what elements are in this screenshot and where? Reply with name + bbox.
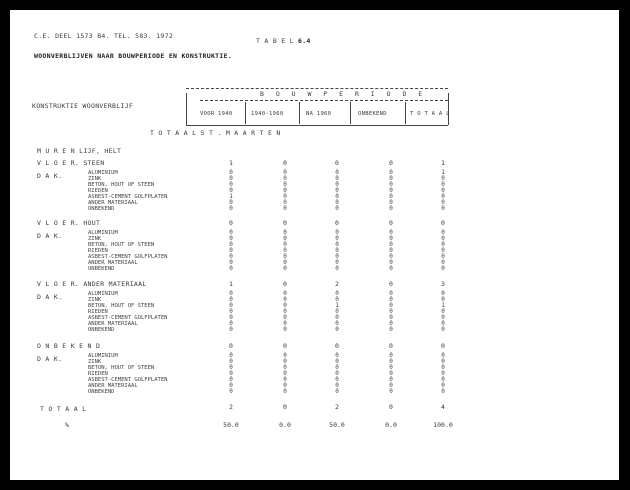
group-label: V L O E R. HOUT bbox=[37, 219, 101, 227]
roof-type-value: 0 bbox=[335, 370, 339, 377]
roof-type-value: 0 bbox=[229, 205, 233, 212]
roof-type-value: 0 bbox=[283, 320, 287, 327]
roof-type-value: 0 bbox=[335, 235, 339, 242]
roof-type-value: 0 bbox=[441, 235, 445, 242]
roof-type-value: 0 bbox=[229, 376, 233, 383]
roof-type-value: 0 bbox=[229, 290, 233, 297]
percent-value: 50.0 bbox=[329, 421, 345, 429]
header-rule-top bbox=[186, 88, 448, 89]
roof-type-value: 0 bbox=[335, 259, 339, 266]
document-page bbox=[10, 10, 619, 480]
group-value: 1 bbox=[229, 159, 233, 167]
roof-type-value: 0 bbox=[389, 364, 393, 371]
roof-type-value: 0 bbox=[283, 376, 287, 383]
roof-type-value: 0 bbox=[335, 253, 339, 260]
roof-type-value: 0 bbox=[389, 235, 393, 242]
roof-type-value: 0 bbox=[441, 320, 445, 327]
roof-type-value: 0 bbox=[441, 253, 445, 260]
column-divider bbox=[448, 93, 449, 125]
roof-type-value: 0 bbox=[229, 302, 233, 309]
totaal-value: 0 bbox=[389, 403, 393, 411]
roof-type-value: 0 bbox=[283, 370, 287, 377]
roof-type-value: 0 bbox=[283, 259, 287, 266]
roof-type-value: 0 bbox=[229, 181, 233, 188]
roof-type-value: 0 bbox=[389, 253, 393, 260]
tabel-label: T A B E L bbox=[256, 37, 294, 45]
roof-type-value: 0 bbox=[335, 181, 339, 188]
roof-type-value: 0 bbox=[335, 352, 339, 359]
roof-type-value: 0 bbox=[335, 326, 339, 333]
group-value: 0 bbox=[229, 219, 233, 227]
roof-type-value: 0 bbox=[283, 199, 287, 206]
column-divider bbox=[186, 93, 187, 125]
roof-type-value: 0 bbox=[229, 296, 233, 303]
group-value: 0 bbox=[389, 159, 393, 167]
roof-type-value: 0 bbox=[389, 193, 393, 200]
roof-type-value: 0 bbox=[335, 265, 339, 272]
roof-type-value: 0 bbox=[283, 296, 287, 303]
roof-type-label: ANDER MATERIAAL bbox=[88, 321, 138, 327]
roof-type-value: 0 bbox=[283, 181, 287, 188]
roof-type-value: 0 bbox=[283, 308, 287, 315]
roof-type-value: 0 bbox=[389, 259, 393, 266]
group-value: 0 bbox=[283, 219, 287, 227]
group-label: O N B E K E N D bbox=[37, 342, 101, 350]
totaal-value: 4 bbox=[441, 403, 445, 411]
group-value: 0 bbox=[441, 342, 445, 350]
roof-type-value: 0 bbox=[389, 187, 393, 194]
roof-type-value: 0 bbox=[441, 370, 445, 377]
roof-type-label: ONBEKEND bbox=[88, 327, 115, 333]
roof-type-value: 0 bbox=[335, 199, 339, 206]
roof-type-value: 0 bbox=[389, 290, 393, 297]
roof-type-value: 0 bbox=[229, 169, 233, 176]
roof-type-label: BETON, HOUT OF STEEN bbox=[88, 365, 155, 371]
roof-type-value: 0 bbox=[441, 205, 445, 212]
column-divider bbox=[245, 102, 246, 124]
group-value: 0 bbox=[335, 159, 339, 167]
roof-type-label: ANDER MATERIAAL bbox=[88, 383, 138, 389]
roof-type-value: 0 bbox=[441, 364, 445, 371]
roof-type-value: 0 bbox=[389, 265, 393, 272]
roof-type-value: 0 bbox=[229, 320, 233, 327]
roof-type-value: 0 bbox=[441, 296, 445, 303]
roof-type-label: ASBEST-CEMENT GOLFPLATEN bbox=[88, 194, 168, 200]
column-divider bbox=[350, 102, 351, 124]
roof-type-value: 0 bbox=[229, 235, 233, 242]
roof-type-value: 0 bbox=[283, 175, 287, 182]
dak-label: D A K. bbox=[37, 232, 63, 240]
roof-type-value: 0 bbox=[229, 229, 233, 236]
roof-type-label: ONBEKEND bbox=[88, 266, 115, 272]
roof-type-value: 0 bbox=[389, 205, 393, 212]
roof-type-value: 0 bbox=[283, 352, 287, 359]
roof-type-value: 0 bbox=[229, 308, 233, 315]
roof-type-value: 0 bbox=[283, 326, 287, 333]
roof-type-value: 0 bbox=[389, 247, 393, 254]
roof-type-value: 0 bbox=[283, 364, 287, 371]
roof-type-value: 0 bbox=[335, 175, 339, 182]
group-value: 0 bbox=[283, 342, 287, 350]
group-value: 0 bbox=[389, 342, 393, 350]
col-header-onbekend: ONBEKEND bbox=[358, 111, 387, 117]
roof-type-value: 0 bbox=[441, 199, 445, 206]
roof-type-label: ALUMINIUM bbox=[88, 170, 118, 176]
roof-type-value: 0 bbox=[389, 358, 393, 365]
roof-type-value: 0 bbox=[389, 296, 393, 303]
roof-type-label: ALUMINIUM bbox=[88, 291, 118, 297]
roof-type-value: 0 bbox=[441, 326, 445, 333]
column-divider bbox=[405, 102, 406, 124]
roof-type-value: 0 bbox=[335, 193, 339, 200]
roof-type-label: RIEDEN bbox=[88, 371, 108, 377]
roof-type-value: 0 bbox=[229, 241, 233, 248]
roof-type-label: ASBEST-CEMENT GOLFPLATEN bbox=[88, 254, 168, 260]
roof-type-label: ASBEST-CEMENT GOLFPLATEN bbox=[88, 377, 168, 383]
roof-type-value: 0 bbox=[389, 241, 393, 248]
tabel-number: 6.4 bbox=[298, 37, 311, 45]
roof-type-value: 0 bbox=[335, 169, 339, 176]
roof-type-value: 0 bbox=[283, 302, 287, 309]
dak-label: D A K. bbox=[37, 172, 63, 180]
roof-type-value: 0 bbox=[441, 358, 445, 365]
col-header-na-1960: NA 1960 bbox=[306, 111, 332, 117]
roof-type-value: 0 bbox=[335, 364, 339, 371]
group-label: V L O E R. STEEN bbox=[37, 159, 105, 167]
roof-type-value: 0 bbox=[389, 229, 393, 236]
roof-type-value: 0 bbox=[229, 265, 233, 272]
roof-type-label: ASBEST-CEMENT GOLFPLATEN bbox=[88, 315, 168, 321]
roof-type-label: ZINK bbox=[88, 176, 102, 182]
group-value: 3 bbox=[441, 280, 445, 288]
group-value: 2 bbox=[335, 280, 339, 288]
roof-type-value: 0 bbox=[335, 358, 339, 365]
row-header-label: KONSTRUKTIE WOONVERBLIJF bbox=[32, 102, 134, 110]
roof-type-label: BETON, HOUT OF STEEN bbox=[88, 242, 155, 248]
roof-type-value: 0 bbox=[335, 314, 339, 321]
roof-type-value: 1 bbox=[229, 193, 233, 200]
group-value: 0 bbox=[335, 219, 339, 227]
roof-type-label: ZINK bbox=[88, 236, 102, 242]
roof-type-label: ANDER MATERIAAL bbox=[88, 200, 138, 206]
roof-type-value: 0 bbox=[229, 326, 233, 333]
roof-type-value: 0 bbox=[283, 205, 287, 212]
roof-type-value: 0 bbox=[283, 187, 287, 194]
percent-value: 0.0 bbox=[279, 421, 291, 429]
roof-type-value: 1 bbox=[441, 169, 445, 176]
roof-type-value: 0 bbox=[283, 229, 287, 236]
percent-value: 100.0 bbox=[433, 421, 453, 429]
roof-type-value: 0 bbox=[389, 352, 393, 359]
totaal-label: T O T A A L bbox=[40, 405, 87, 413]
roof-type-value: 0 bbox=[441, 388, 445, 395]
section-title: T O T A A L S T . M A A R T E N bbox=[150, 129, 281, 137]
document-reference-line: C.E. DEEL 1573 B4. TEL. 583. 1972 bbox=[34, 32, 174, 40]
roof-type-label: RIEDEN bbox=[88, 309, 108, 315]
roof-type-value: 1 bbox=[441, 302, 445, 309]
roof-type-value: 0 bbox=[389, 175, 393, 182]
roof-type-label: ANDER MATERIAAL bbox=[88, 260, 138, 266]
roof-type-label: ALUMINIUM bbox=[88, 353, 118, 359]
roof-type-label: ONBEKEND bbox=[88, 206, 115, 212]
roof-type-value: 0 bbox=[441, 259, 445, 266]
roof-type-value: 0 bbox=[441, 376, 445, 383]
header-rule-bottom bbox=[186, 125, 448, 126]
group-value: 0 bbox=[389, 280, 393, 288]
roof-type-value: 0 bbox=[335, 308, 339, 315]
roof-type-value: 0 bbox=[389, 169, 393, 176]
group-value: 0 bbox=[283, 159, 287, 167]
bouwperiode-heading: B O U W P E R I O D E bbox=[260, 90, 427, 98]
roof-type-value: 0 bbox=[389, 370, 393, 377]
roof-type-value: 0 bbox=[283, 358, 287, 365]
roof-type-value: 0 bbox=[283, 388, 287, 395]
group-value: 1 bbox=[229, 280, 233, 288]
column-divider bbox=[299, 102, 300, 124]
totaal-value: 2 bbox=[335, 403, 339, 411]
header-rule-mid bbox=[200, 100, 448, 101]
col-header-1940-1960: 1940-1960 bbox=[251, 111, 284, 117]
roof-type-value: 0 bbox=[229, 388, 233, 395]
roof-type-label: ALUMINIUM bbox=[88, 230, 118, 236]
roof-type-value: 0 bbox=[335, 382, 339, 389]
roof-type-value: 0 bbox=[229, 175, 233, 182]
dak-label: D A K. bbox=[37, 293, 63, 301]
roof-type-value: 0 bbox=[229, 259, 233, 266]
roof-type-value: 0 bbox=[229, 382, 233, 389]
roof-type-value: 0 bbox=[229, 358, 233, 365]
totaal-value: 0 bbox=[283, 403, 287, 411]
roof-type-value: 0 bbox=[441, 181, 445, 188]
roof-type-value: 0 bbox=[229, 199, 233, 206]
col-header-totaal: T O T A A L bbox=[410, 111, 450, 117]
roof-type-value: 0 bbox=[229, 352, 233, 359]
roof-type-value: 0 bbox=[335, 376, 339, 383]
roof-type-value: 0 bbox=[389, 388, 393, 395]
roof-type-label: RIEDEN bbox=[88, 248, 108, 254]
roof-type-value: 0 bbox=[389, 376, 393, 383]
percent-label: % bbox=[65, 421, 70, 429]
roof-type-label: ZINK bbox=[88, 297, 102, 303]
roof-type-value: 0 bbox=[229, 370, 233, 377]
roof-type-label: BETON, HOUT OF STEEN bbox=[88, 182, 155, 188]
roof-type-value: 0 bbox=[441, 193, 445, 200]
roof-type-label: ZINK bbox=[88, 359, 102, 365]
roof-type-value: 0 bbox=[441, 229, 445, 236]
roof-type-value: 0 bbox=[389, 326, 393, 333]
roof-type-value: 0 bbox=[441, 187, 445, 194]
group-value: 0 bbox=[283, 280, 287, 288]
first-row-label: M U R E N LIJF, HELT bbox=[37, 147, 122, 155]
col-header-voor-1940: VOOR 1940 bbox=[200, 111, 233, 117]
roof-type-value: 0 bbox=[335, 205, 339, 212]
roof-type-value: 0 bbox=[283, 314, 287, 321]
totaal-value: 2 bbox=[229, 403, 233, 411]
roof-type-value: 0 bbox=[335, 247, 339, 254]
roof-type-value: 0 bbox=[283, 265, 287, 272]
group-value: 0 bbox=[441, 219, 445, 227]
roof-type-value: 0 bbox=[335, 296, 339, 303]
roof-type-value: 0 bbox=[335, 388, 339, 395]
roof-type-value: 0 bbox=[389, 314, 393, 321]
roof-type-label: RIEDEN bbox=[88, 188, 108, 194]
roof-type-value: 1 bbox=[335, 302, 339, 309]
roof-type-value: 0 bbox=[335, 320, 339, 327]
roof-type-value: 0 bbox=[389, 320, 393, 327]
roof-type-value: 0 bbox=[283, 290, 287, 297]
roof-type-value: 0 bbox=[229, 364, 233, 371]
roof-type-value: 0 bbox=[335, 229, 339, 236]
roof-type-value: 0 bbox=[441, 265, 445, 272]
roof-type-value: 0 bbox=[283, 247, 287, 254]
roof-type-value: 0 bbox=[441, 352, 445, 359]
roof-type-value: 0 bbox=[441, 241, 445, 248]
roof-type-label: ONBEKEND bbox=[88, 389, 115, 395]
roof-type-value: 0 bbox=[441, 290, 445, 297]
roof-type-value: 0 bbox=[335, 241, 339, 248]
roof-type-value: 0 bbox=[389, 181, 393, 188]
roof-type-value: 0 bbox=[441, 314, 445, 321]
roof-type-value: 0 bbox=[389, 302, 393, 309]
roof-type-value: 0 bbox=[283, 241, 287, 248]
group-value: 0 bbox=[335, 342, 339, 350]
roof-type-value: 0 bbox=[441, 382, 445, 389]
roof-type-value: 0 bbox=[229, 314, 233, 321]
roof-type-value: 0 bbox=[283, 193, 287, 200]
roof-type-value: 0 bbox=[389, 199, 393, 206]
roof-type-value: 0 bbox=[283, 169, 287, 176]
roof-type-value: 0 bbox=[229, 253, 233, 260]
roof-type-label: BETON, HOUT OF STEEN bbox=[88, 303, 155, 309]
group-value: 1 bbox=[441, 159, 445, 167]
roof-type-value: 0 bbox=[389, 382, 393, 389]
roof-type-value: 0 bbox=[335, 187, 339, 194]
roof-type-value: 0 bbox=[229, 247, 233, 254]
roof-type-value: 0 bbox=[441, 175, 445, 182]
roof-type-value: 0 bbox=[441, 247, 445, 254]
roof-type-value: 0 bbox=[229, 187, 233, 194]
roof-type-value: 0 bbox=[283, 235, 287, 242]
percent-value: 0.0 bbox=[385, 421, 397, 429]
roof-type-value: 0 bbox=[283, 382, 287, 389]
table-title: WOONVERBLIJVEN NAAR BOUWPERIODE EN KONSTRUKTIE. bbox=[34, 52, 233, 60]
dak-label: D A K. bbox=[37, 355, 63, 363]
group-value: 0 bbox=[389, 219, 393, 227]
roof-type-value: 0 bbox=[283, 253, 287, 260]
roof-type-value: 0 bbox=[389, 308, 393, 315]
group-value: 0 bbox=[229, 342, 233, 350]
percent-value: 50.0 bbox=[223, 421, 239, 429]
group-label: V L O E R. ANDER MATERIAAL bbox=[37, 280, 147, 288]
roof-type-value: 0 bbox=[441, 308, 445, 315]
roof-type-value: 0 bbox=[335, 290, 339, 297]
